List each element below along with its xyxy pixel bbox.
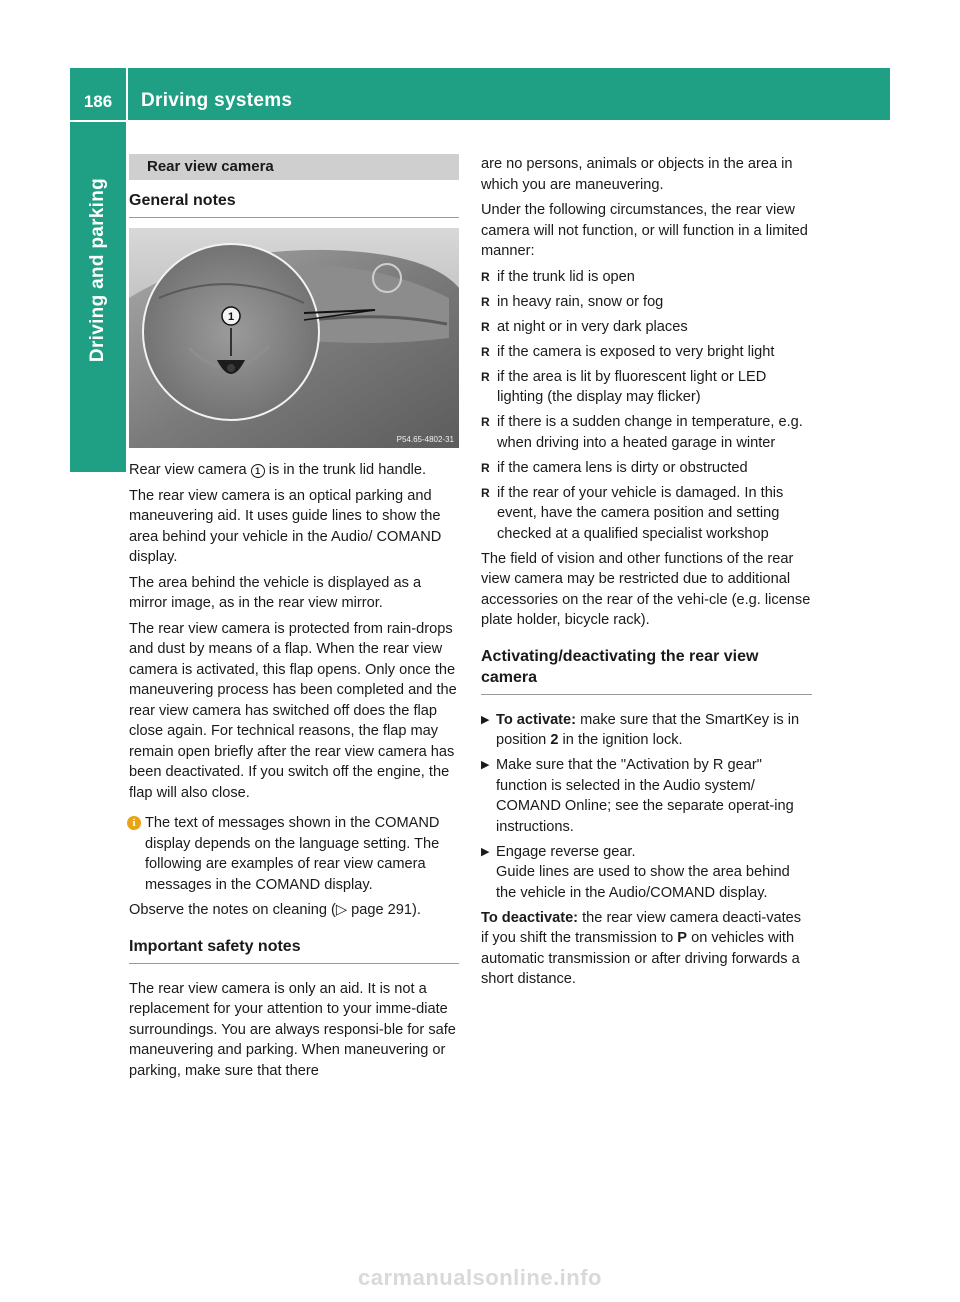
list-item: R if the camera is exposed to very bright light xyxy=(481,342,812,363)
side-tab-label: Driving and parking xyxy=(87,177,108,363)
paragraph-mirror-image: The area behind the vehicle is displayed as a mirror image, as in the rear view mirror. xyxy=(129,574,422,611)
bullet-icon: R xyxy=(481,269,490,284)
paragraph-safety: The rear view camera is only an aid. It is not a replacement for your attention to your imme-diate surroundings. You are always responsi-ble for safe maneuvering and parking. When maneuvering or parking, make sure that there xyxy=(129,980,456,1079)
watermark: carmanualsonline.info xyxy=(358,1265,602,1290)
instruction-arrow-icon: ▶ xyxy=(481,845,490,858)
circumstances-list xyxy=(481,267,812,545)
page-reference-arrow-icon: ▷ xyxy=(335,902,348,918)
bullet-icon: R xyxy=(481,485,490,500)
paragraph-flap: The rear view camera is protected from rain-drops and dust by means of a flap. When the rear view camera is activated, this flap opens. Only once the maneuvering process has been completed and the rear view camera has switched off does the flap close again. For technical reasons, the flap may remain open briefly after the rear view camera has been deactivated. If you switch off the engine, the flap will also close. xyxy=(129,620,457,801)
heading-important-safety-notes: Important safety notes xyxy=(129,936,459,964)
instruction-arrow-icon: ▶ xyxy=(481,759,490,771)
heading-general-notes: General notes xyxy=(129,190,459,218)
heading-activating-deactivating: Activating/deactivating the rear view camera xyxy=(481,646,812,695)
paragraph-deactivate: To deactivate: the rear view camera deacti-vates if you shift the transmission to P on vehicles with automatic transmission or after driving forwards a short distance. xyxy=(481,909,802,987)
header-divider xyxy=(126,68,128,120)
list-item: R if the rear of your vehicle is damaged. In this event, have the camera position and setting checked at a qualified specialist workshop xyxy=(481,484,784,542)
step-engage-reverse: ▶ Engage reverse gear. Guide lines are used to show the area behind the vehicle in the Audio/COMAND display. xyxy=(481,843,790,901)
paragraph-circumstances: Under the following circumstances, the rear view camera will not function, or will function in a limited manner: xyxy=(481,202,808,259)
list-item: R if the camera lens is dirty or obstructed xyxy=(481,458,812,479)
bullet-icon: R xyxy=(481,294,490,309)
section-title: Driving systems xyxy=(141,90,293,111)
list-item: R if the area is lit by fluorescent light or LED lighting (the display may flicker) xyxy=(481,368,767,405)
paragraph-optical-aid: The rear view camera is an optical parking and maneuvering aid. It uses guide lines to show the area behind your vehicle in the Audio/ COMAND display. xyxy=(129,487,442,565)
bullet-icon: R xyxy=(481,369,490,384)
step-activate: ▶ To activate: make sure that the SmartKey is in position 2 in the ignition lock. xyxy=(481,711,800,748)
instruction-arrow-icon: ▶ xyxy=(481,713,490,726)
bullet-icon: R xyxy=(481,460,490,475)
paragraph-field-of-vision: The field of vision and other functions of the rear view camera may be restricted due to additional accessories on the rear of the vehi-cle (e.g. license plate holder, bicycle rack). xyxy=(481,550,811,628)
list-item: R if there is a sudden change in temperature, e.g. when driving into a heated garage in winter xyxy=(481,414,803,451)
figure-code: P54.65-4802-31 xyxy=(396,435,454,444)
car-rear-illustration xyxy=(129,228,459,448)
left-column xyxy=(129,154,459,1081)
paragraph-continue: are no persons, animals or objects in the area in which you are maneuvering. xyxy=(481,156,793,193)
figure-callout: 1 xyxy=(227,311,235,323)
info-note: i The text of messages shown in the COMAND display depends on the language setting. The following are examples of rear view camera messages in the COMAND display. xyxy=(129,813,459,895)
step-activation-by-r-gear: ▶ Make sure that the "Activation by R gear" function is selected in the Audio system/ COMAND Online; see the separate operat-ing instructions. xyxy=(481,757,794,835)
bullet-icon: R xyxy=(481,415,490,429)
right-column xyxy=(481,154,812,990)
side-marker xyxy=(70,418,126,472)
caption-paragraph: Rear view camera 1 is in the trunk lid handle. xyxy=(129,462,427,478)
page-number: 186 xyxy=(83,92,113,111)
paragraph-cleaning: Observe the notes on cleaning (▷ page 291). xyxy=(129,902,421,918)
section-heading-rear-view-camera: Rear view camera xyxy=(129,154,459,180)
list-item: R in heavy rain, snow or fog xyxy=(481,292,812,313)
bullet-icon: R xyxy=(481,319,490,334)
info-icon: i xyxy=(127,816,141,830)
rear-camera-photo xyxy=(129,228,459,448)
bullet-icon: R xyxy=(481,344,490,359)
list-item: R if the trunk lid is open xyxy=(481,267,812,288)
callout-one-marker: 1 xyxy=(251,464,265,478)
list-item: R at night or in very dark places xyxy=(481,317,812,338)
